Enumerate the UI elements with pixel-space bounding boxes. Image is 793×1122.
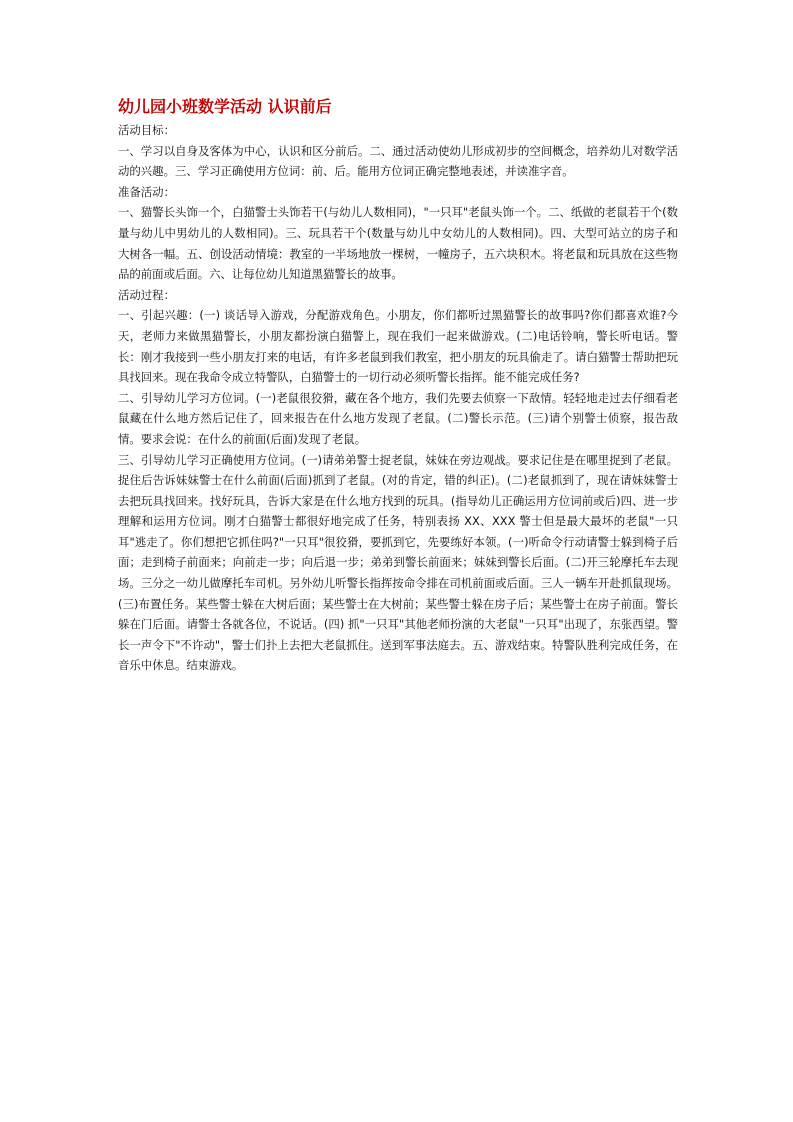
section-label: 准备活动：	[118, 184, 175, 199]
section-process	[118, 285, 678, 676]
section-label: 活动目标：	[118, 123, 175, 137]
section-preparation	[118, 182, 678, 285]
paragraph: 一、猫警长头饰一个，白猫警士头饰若干(与幼儿人数相同)，"一只耳"老鼠头饰一个。二、纸做的老鼠若干个(数量与幼儿中男幼儿的人数相同)。三、玩具若干个(数量与幼儿中女幼儿的人数相同)。四、大型可站立的房子和大树各一幅。五、创设活动情境：教室的一半场地放一棵树，一幢房子，五六块积木。将老鼠和玩具放在这些物品的前面或后面。六、让每位幼儿知道黑猫警长的故事。	[118, 205, 678, 282]
paragraph: 二、引导幼儿学习方位词。(一)老鼠很狡猾，藏在各个地方，我们先要去侦察一下敌情。轻轻地走过去仔细看老鼠藏在什么地方然后记住了，回来报告在什么地方发现了老鼠。(二)警长示范。(三)请个别警士侦察，报告敌情。要求会说：在什么的前面(后面)发现了老鼠。	[118, 390, 678, 446]
section-label: 活动过程：	[118, 287, 175, 302]
paragraph: 三、引导幼儿学习正确使用方位词。(一)请弟弟警士捉老鼠，妹妹在旁边观战。要求记住是在哪里捉到了老鼠。捉住后告诉妹妹警士在什么前面(后面)抓到了老鼠。(对的肯定，错的纠正)。(二)老鼠抓到了，现在请妹妹警士去把玩具找回来。找好玩具，告诉大家是在什么地方找到的玩具。(指导幼儿正确运用方位词前或后)四、进一步理解和运用方位词。刚才白猫警士都很好地完成了任务，特别表扬 XX、XXX 警士但是最大最坏的老鼠"一只耳"逃走了。你们想把它抓住吗?"一只耳"很狡猾，要抓到它，先要练好本领。(一)听命令行动请警士躲到椅子后面；走到椅子前面来；向前走一步；向后退一步；弟弟到警长前面来；妹妹到警长后面。(二)开三轮摩托车去现场。三分之一幼儿做摩托车司机。另外幼儿听警长指挥按命令排在司机前面或后面。三人一辆车开赴抓鼠现场。(三)布置任务。某些警士躲在大树后面；某些警士在大树前；某些警士躲在房子后；某些警士在房子前面。警长躲在门后面。请警士各就各位，不说话。(四) 抓"一只耳"其他老师扮演的大老鼠"一只耳"出现了，东张西望。警长一声令下"不许动"，警士们扑上去把大老鼠抓住。送到军事法庭去。五、游戏结束。特警队胜利完成任务，在音乐中休息。结束游戏。	[118, 452, 678, 673]
paragraph: 一、学习以自身及客体为中心，认识和区分前后。二、通过活动使幼儿形成初步的空间概念，培养幼儿对数学活动的兴趣。三、学习正确使用方位词：前、后。能用方位词正确完整地表述，并读准字音。	[118, 143, 678, 179]
document-page	[118, 96, 678, 676]
page-title: 幼儿园小班数学活动 认识前后	[118, 97, 332, 116]
paragraph: 一、引起兴趣：(一) 谈话导入游戏，分配游戏角色。小朋友，你们都听过黑猫警长的故事吗?你们都喜欢谁?今天，老师力来做黑猫警长，小朋友都扮演白猫警上，现在我们一起来做游戏。(二)电话铃响，警长听电话。警长：刚才我接到一些小朋友打来的电话，有许多老鼠到我们教室，把小朋友的玩具偷走了。请白猫警士帮助把玩具找回来。现在我命令成立特警队，白猫警士的一切行动必须听警长指挥。能不能完成任务?	[118, 308, 678, 385]
section-objectives	[118, 120, 678, 182]
